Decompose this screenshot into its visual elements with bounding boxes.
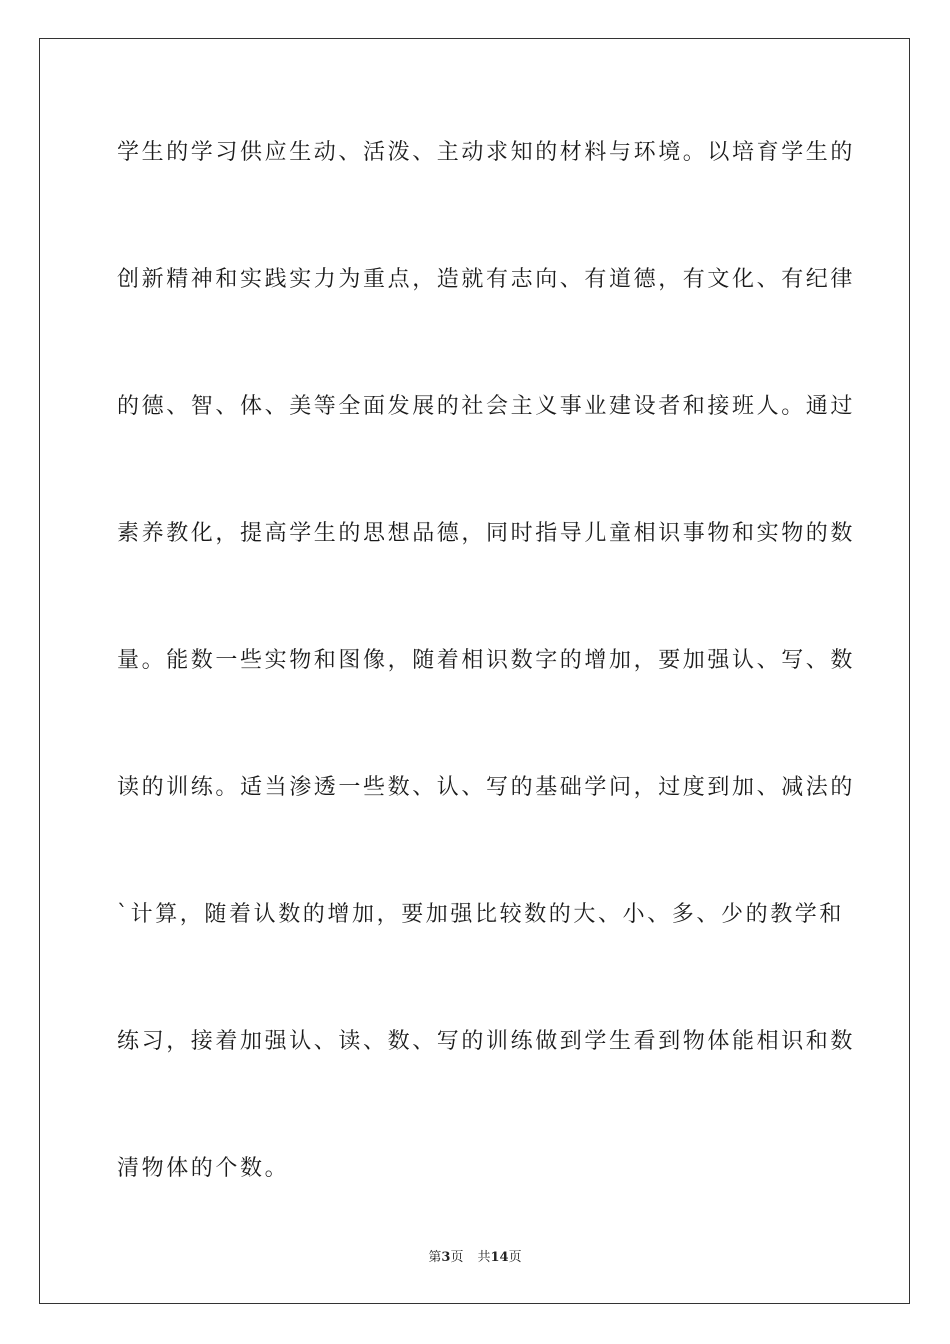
text-line: 的德、智、体、美等全面发展的社会主义事业建设者和接班人。通过 <box>117 394 856 419</box>
text-line: 清物体的个数。 <box>117 1156 290 1181</box>
text-line: 读的训练。适当渗透一些数、认、写的基础学问，过度到加、减法的 <box>117 775 856 800</box>
page-prefix: 第 <box>428 1250 442 1265</box>
total-page-count: 14 <box>490 1250 509 1265</box>
document-body <box>117 121 856 1264</box>
text-line: 创新精神和实践实力为重点，造就有志向、有道德，有文化、有纪律 <box>117 267 856 292</box>
text-line: 素养教化，提高学生的思想品德，同时指导儿童相识事物和实物的数 <box>117 521 856 546</box>
total-prefix: 共 <box>477 1250 491 1265</box>
text-line: 学生的学习供应生动、活泼、主动求知的材料与环境。以培育学生的 <box>117 140 856 165</box>
page-suffix: 页 <box>450 1250 464 1265</box>
text-line: 练习，接着加强认、读、数、写的训练做到学生看到物体能相识和数 <box>117 1029 856 1054</box>
page-footer <box>0 1246 950 1265</box>
text-line: 量。能数一些实物和图像，随着相识数字的增加，要加强认、写、数 <box>117 648 856 673</box>
current-page-number: 3 <box>441 1250 451 1265</box>
total-suffix: 页 <box>508 1250 522 1265</box>
text-line: `计算，随着认数的增加，要加强比较数的大、小、多、少的教学和 <box>117 902 845 927</box>
